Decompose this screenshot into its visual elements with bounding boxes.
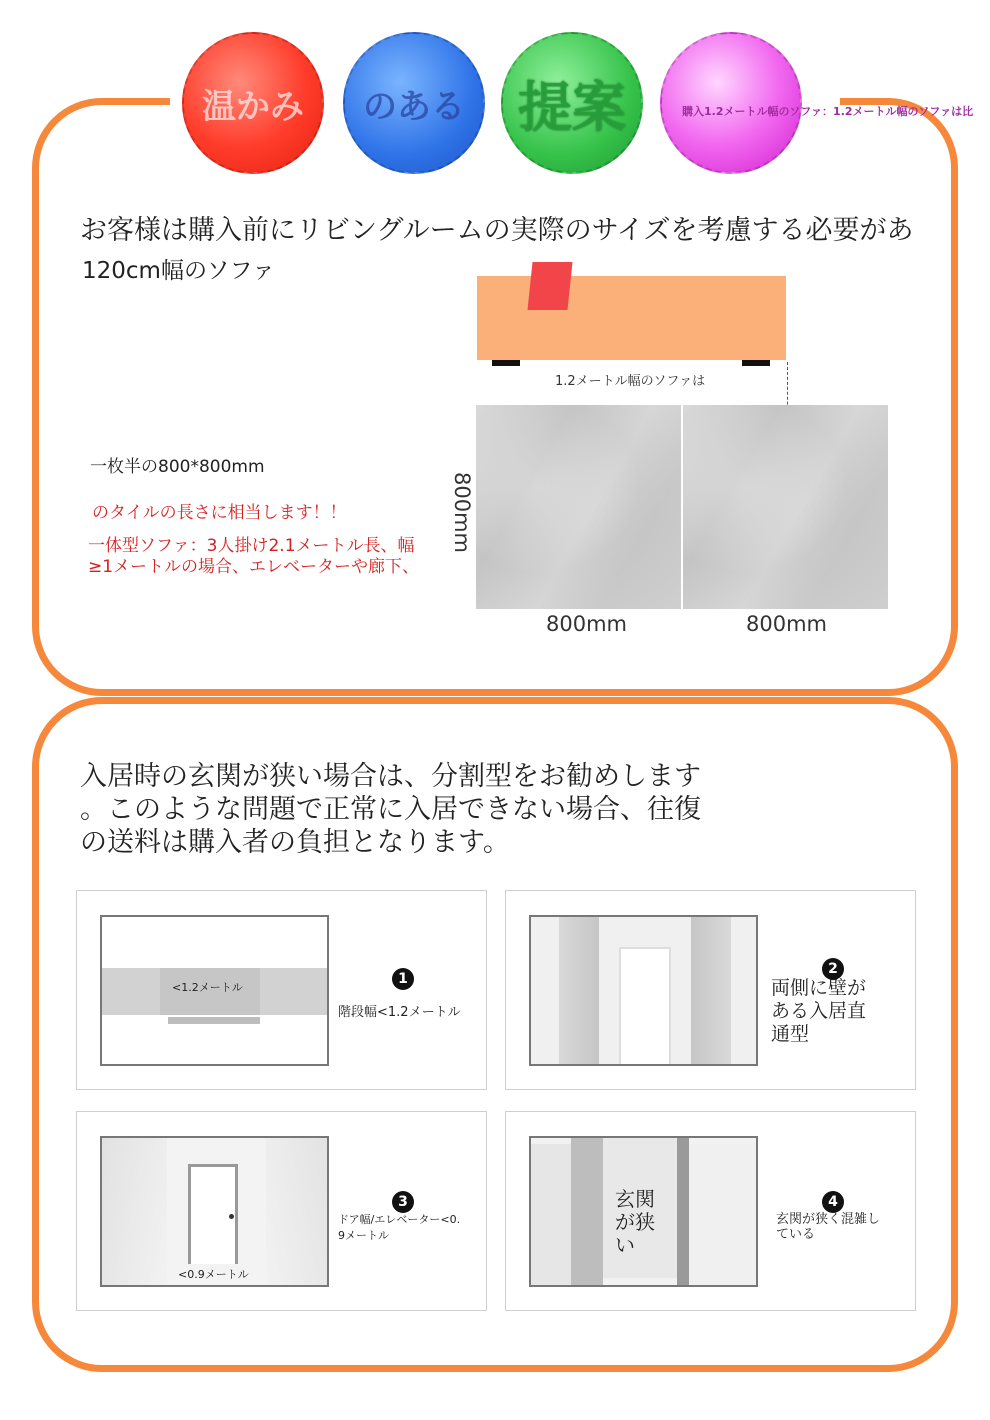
entrance-wall-left <box>531 1144 571 1287</box>
door-caption-line1: ドア幅/エレベーター<0. <box>338 1213 461 1226</box>
sofa-leg-left <box>492 360 520 366</box>
door-width-label: <0.9メートル <box>178 1268 249 1281</box>
tile-length-note: のタイルの長さに相当します！！ <box>92 503 347 523</box>
entrance-caption-line2: ている <box>776 1227 816 1242</box>
entrance-inner-label <box>615 1188 655 1257</box>
section2-heading-line2: 。このような問題で正常に入居できない場合、往復 <box>80 794 701 825</box>
step-number-1: 1 <box>392 968 414 990</box>
tile-right <box>683 405 888 609</box>
section2-heading <box>80 760 800 859</box>
sofa-cushion <box>527 262 572 310</box>
entrance-pillar-left <box>571 1138 603 1287</box>
tile-vertical-label: 800mm <box>450 472 474 553</box>
section1-subheading: 120cm幅のソファ <box>82 258 276 284</box>
corridor-illustration <box>529 915 758 1066</box>
entrance-wall-right <box>689 1144 758 1287</box>
bubble-text: 提案 <box>518 75 626 139</box>
card-corridor <box>505 890 916 1090</box>
bubble-ticker-text: 購入1.2メートル幅のソファ：1.2メートル幅のソファは比 <box>682 105 974 118</box>
tile-right-label: 800mm <box>746 612 827 636</box>
integrated-sofa-note-line1: 一体型ソファ：3人掛け2.1メートル長、幅 <box>88 536 415 556</box>
entrance-inner-line3: い <box>615 1233 635 1257</box>
bubble-text: 温かみ <box>202 86 304 127</box>
section2-heading-line3: の送料は購入者の負担となります。 <box>80 827 510 858</box>
bubble-with <box>343 32 485 174</box>
bubble-warmth <box>182 32 324 174</box>
bubble-proposal <box>501 32 643 174</box>
integrated-sofa-note-line2: ≥1メートルの場合、エレベーターや廊下、 <box>88 557 420 577</box>
sofa-leg-right <box>742 360 770 366</box>
card-door-width <box>76 1111 487 1311</box>
bubble-text: のある <box>363 86 465 127</box>
door-illustration <box>100 1136 329 1287</box>
corridor-wall-left-face <box>559 917 599 1066</box>
tile-left <box>476 405 681 609</box>
step-number-2: 2 <box>822 958 844 980</box>
door-caption-line2: 9メートル <box>338 1229 389 1242</box>
door-knob <box>229 1214 234 1219</box>
entrance-caption-line1: 玄関が狭く混雑し <box>776 1212 881 1227</box>
step-number-4: 4 <box>822 1191 844 1213</box>
corridor-caption-line2: ある入居直 <box>771 1000 867 1022</box>
entrance-caption <box>776 1212 880 1242</box>
corridor-caption-line3: 通型 <box>771 1023 810 1045</box>
stair-ledge <box>168 1017 260 1024</box>
stair-caption: 階段幅<1.2メートル <box>338 1005 461 1020</box>
section2-heading-line1: 入居時の玄関が狭い場合は、分割型をお勧めします <box>80 761 701 792</box>
corridor-wall-right-face <box>691 917 731 1066</box>
door-wall-left <box>102 1138 167 1287</box>
sofa-illustration <box>477 276 786 360</box>
corridor-caption-line1: 両側に壁が <box>771 977 867 999</box>
entrance-illustration <box>529 1136 758 1287</box>
card-narrow-entrance <box>505 1111 916 1311</box>
sofa-caption: 1.2メートル幅のソファは <box>555 374 706 389</box>
tile-left-label: 800mm <box>546 612 627 636</box>
tile-equivalence-text: 一枚半の800*800mm <box>90 457 265 477</box>
corridor-caption <box>771 977 866 1046</box>
entrance-inner-line1: 玄関 <box>615 1187 655 1211</box>
entrance-pillar-right <box>677 1138 689 1287</box>
entrance-inner-line2: が狭 <box>615 1210 655 1234</box>
section1-heading: お客様は購入前にリビングルームの実際のサイズを考慮する必要があ <box>80 215 914 246</box>
door-caption <box>338 1212 460 1244</box>
corridor-door <box>619 947 671 1066</box>
stair-illustration <box>100 915 329 1066</box>
door-wall-right <box>266 1138 329 1287</box>
integrated-sofa-note <box>88 536 468 578</box>
stair-width-label: <1.2メートル <box>172 981 243 994</box>
card-stair-width <box>76 890 487 1090</box>
step-number-3: 3 <box>392 1191 414 1213</box>
